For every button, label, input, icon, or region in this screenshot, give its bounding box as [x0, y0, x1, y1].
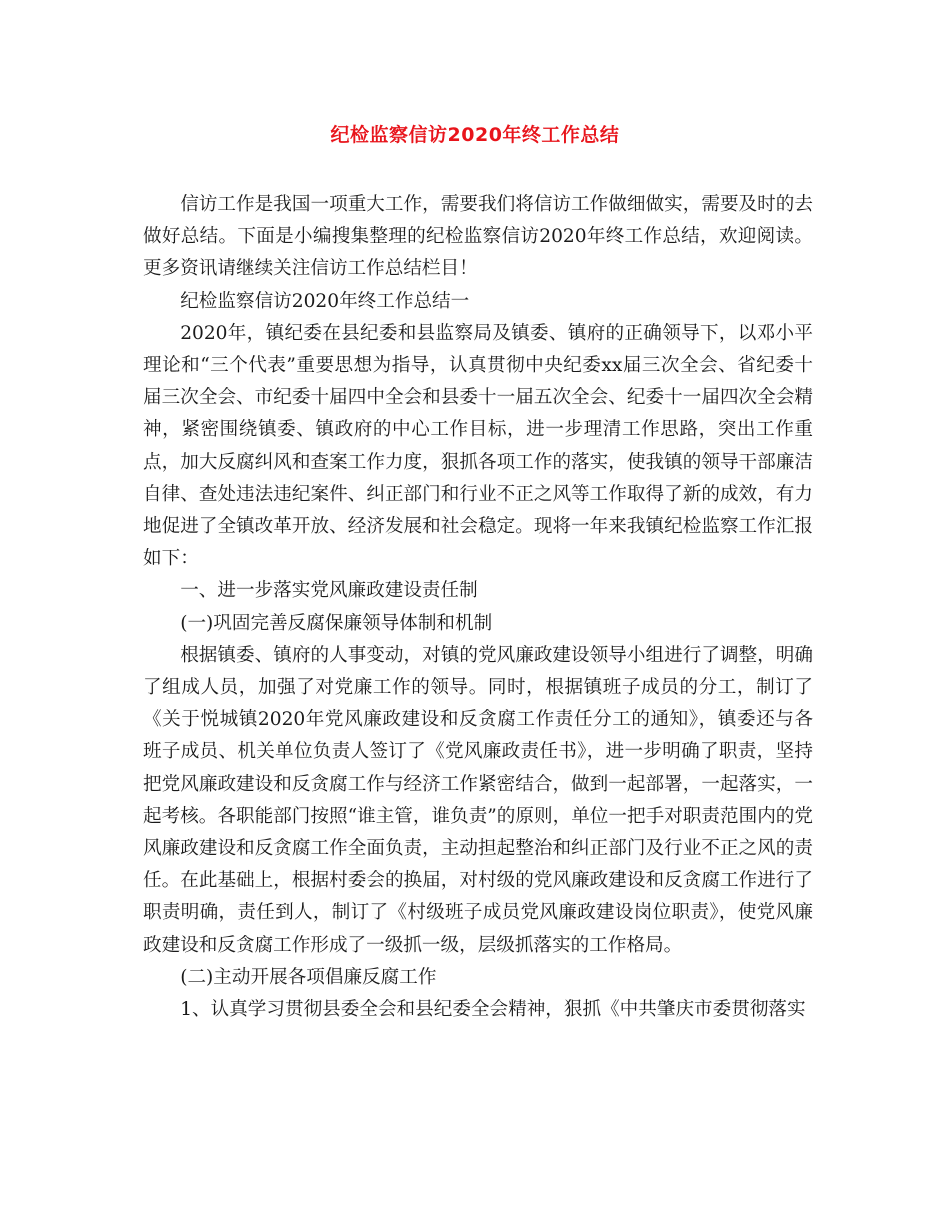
body-paragraph: 根据镇委、镇府的人事变动，对镇的党风廉政建设领导小组进行了调整，明确了组成人员，加强了对党廉工作的领导。同时，根据镇班子成员的分工，制订了《关于悦城镇2020年党风廉政建设和反贪腐工作责任分工的通知》，镇委还与各班子成员、机关单位负责人签订了《党风廉政责任书》，进一步明确了职责，坚持把党风廉政建设和反贪腐工作与经济工作紧密结合，做到一起部署，一起落实，一起考核。各职能部门按照“谁主管，谁负责”的原则，单位一把手对职责范围内的党风廉政建设和反贪腐工作全面负责，主动担起整治和纠正部门及行业不正之风的责任。在此基础上，根据村委会的换届，对村级的党风廉政建设和反贪腐工作进行了职责明确，责任到人，制订了《村级班子成员党风廉政建设岗位职责》，使党风廉政建设和反贪腐工作形成了一级抓一级，层级抓落实的工作格局。: [143, 644, 813, 956]
document-title: 纪检监察信访2020年终工作总结: [330, 124, 620, 146]
body-paragraph: 1、认真学习贯彻县委全会和县纪委全会精神，狠抓《中共肇庆市委贯彻落实: [180, 999, 806, 1021]
subsection-heading: (二)主动开展各项倡廉反腐工作: [180, 966, 437, 988]
section-heading: 纪检监察信访2020年终工作总结一: [180, 290, 470, 312]
body-paragraph: 2020年，镇纪委在县纪委和县监察局及镇委、镇府的正确领导下，以邓小平理论和“三个代表”重要思想为指导，认真贯彻中央纪委xx届三次全会、省纪委十届三次全会、市纪委十届四中全会和县委十一届五次全会、纪委十一届四次全会精神，紧密围绕镇委、镇政府的中心工作目标，进一步理清工作思路，突出工作重点，加大反腐纠风和查案工作力度，狠抓各项工作的落实，使我镇的领导干部廉洁自律、查处违法违纪案件、纠正部门和行业不正之风等工作取得了新的成效，有力地促进了全镇改革开放、经济发展和社会稳定。现将一年来我镇纪检监察工作汇报如下：: [143, 322, 813, 570]
subsection-heading: (一)巩固完善反腐保廉领导体制和机制: [180, 612, 493, 634]
section-heading: 一、进一步落实党风廉政建设责任制: [180, 580, 478, 602]
document-body: [143, 189, 813, 1026]
intro-paragraph: 信访工作是我国一项重大工作，需要我们将信访工作做细做实，需要及时的去做好总结。下面是小编搜集整理的纪检监察信访2020年终工作总结，欢迎阅读。更多资讯请继续关注信访工作总结栏目！: [143, 194, 813, 280]
